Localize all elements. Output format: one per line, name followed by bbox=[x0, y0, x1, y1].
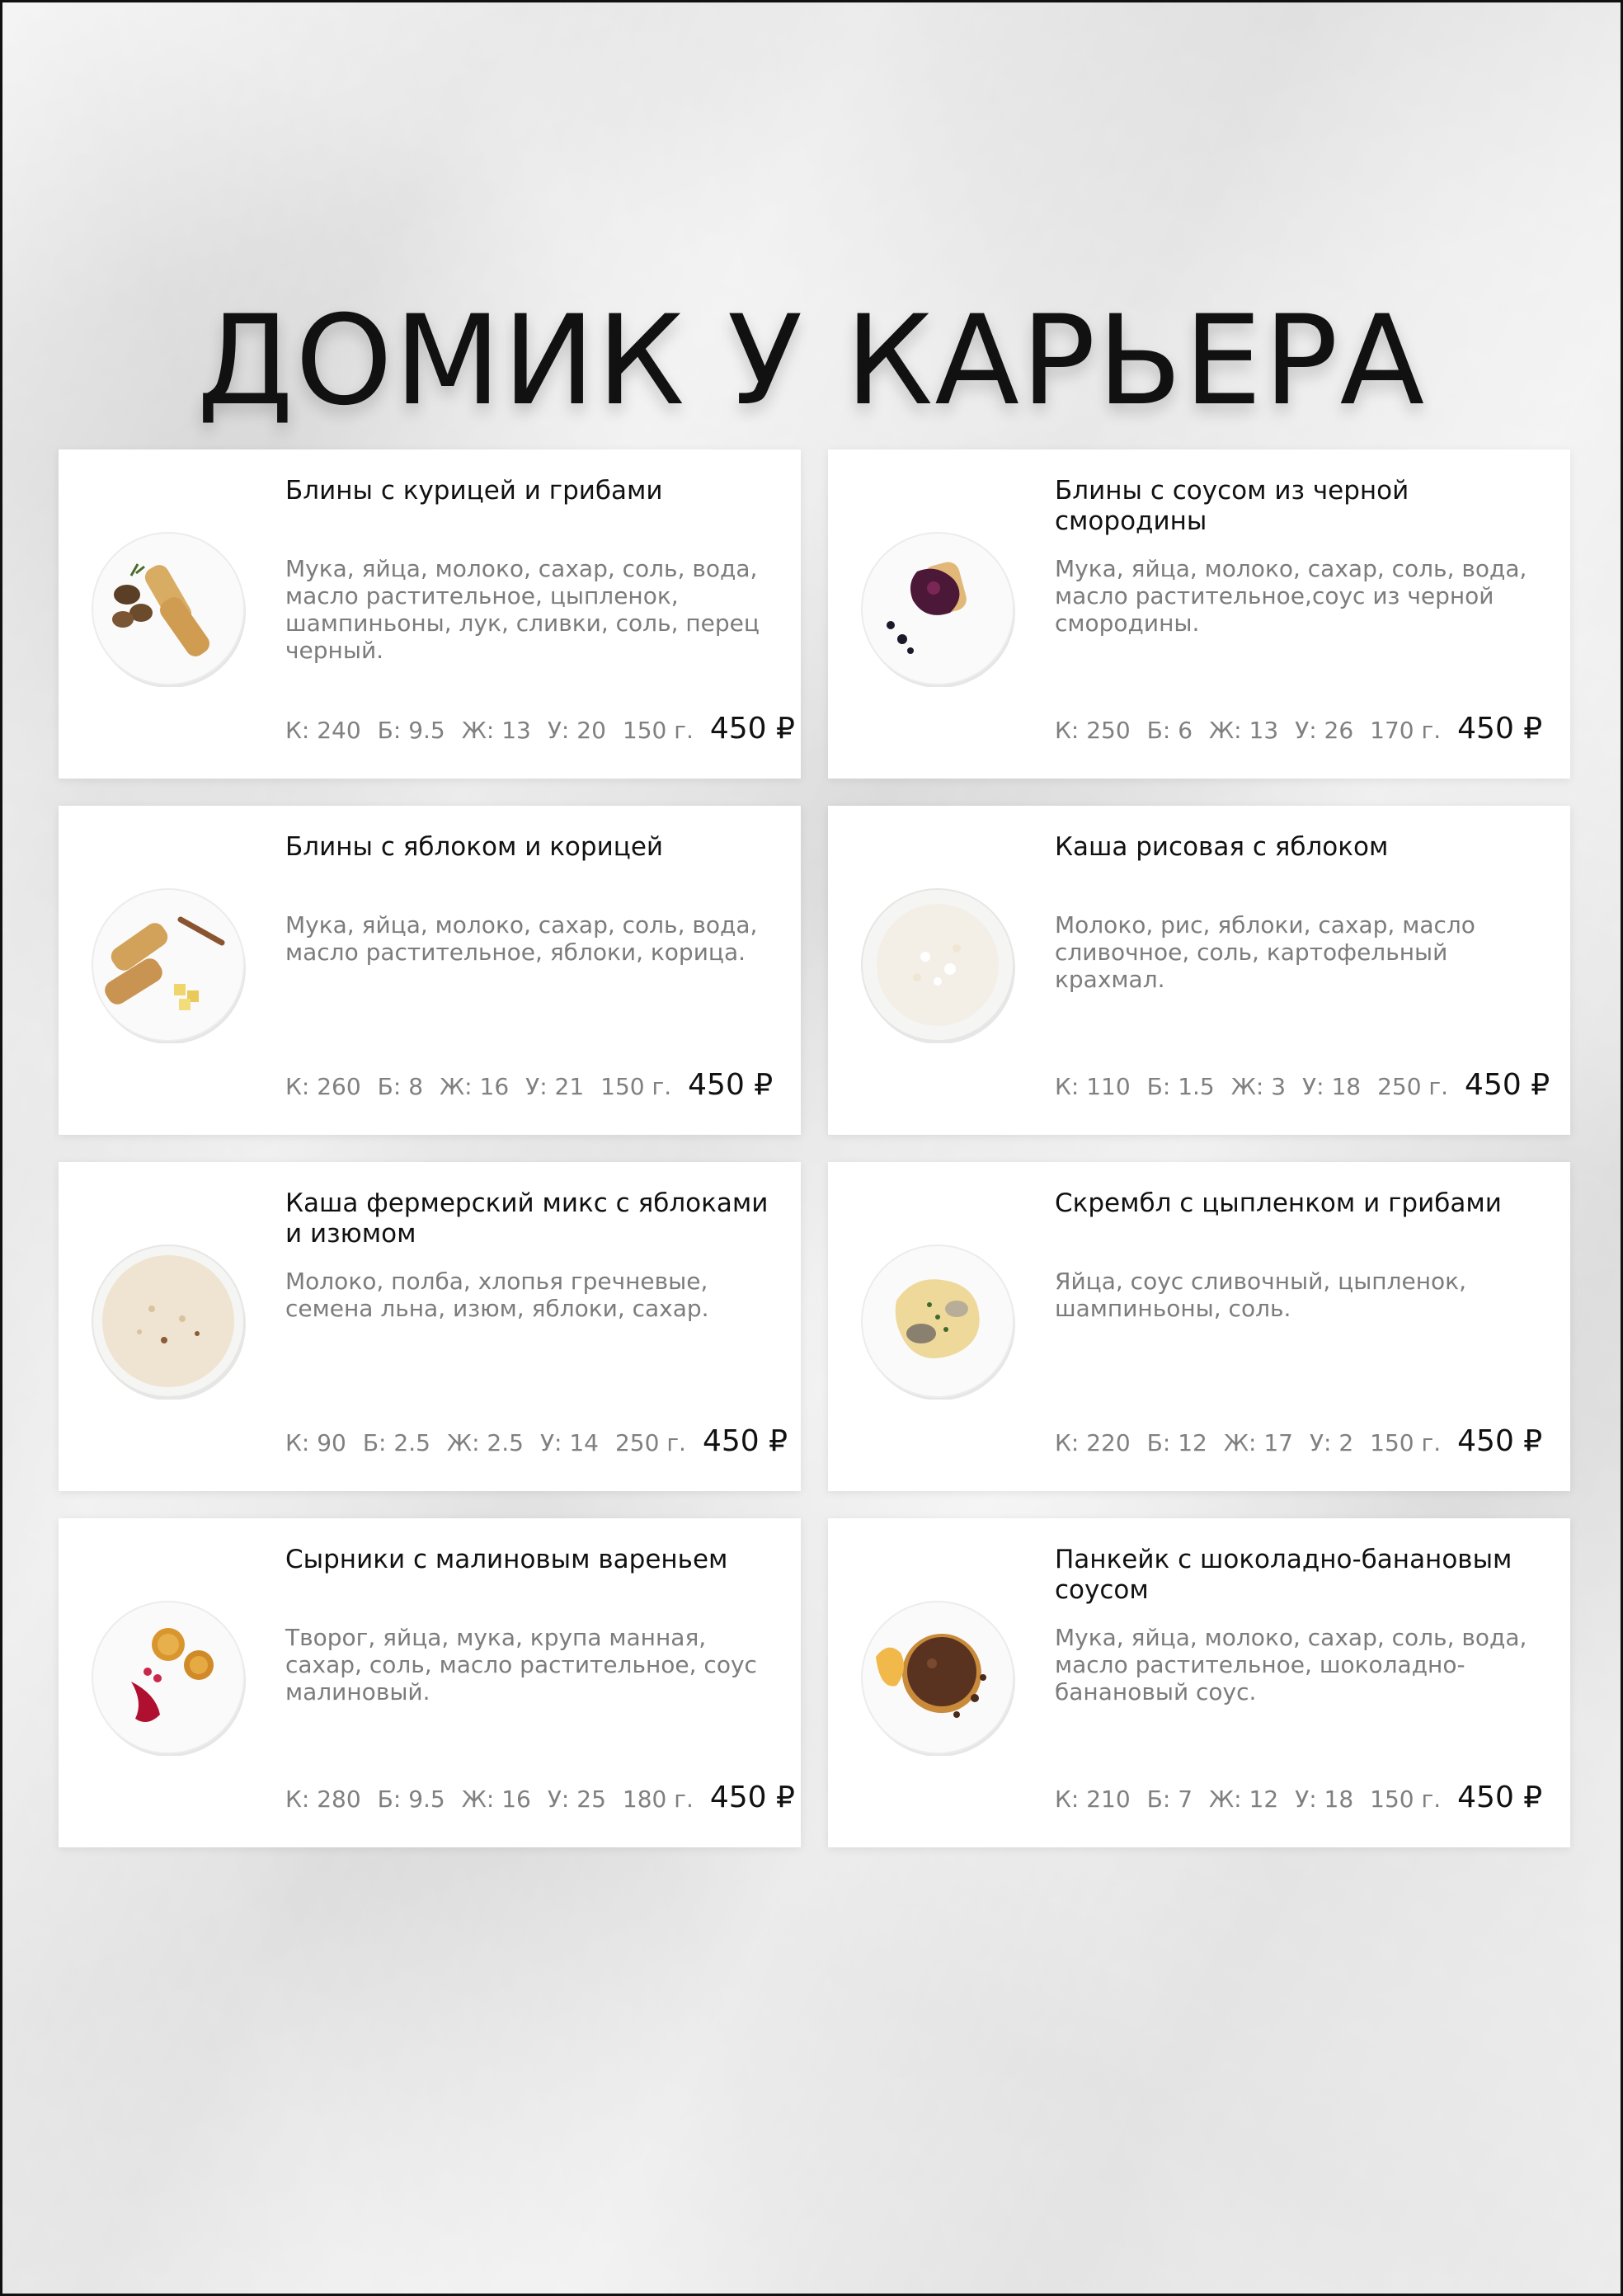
price: 450 ₽ bbox=[1457, 1781, 1543, 1814]
carbs: У: 18 bbox=[1302, 1073, 1362, 1100]
price: 450 ₽ bbox=[709, 712, 795, 746]
dish-ingredients: Молоко, рис, яблоки, сахар, масло сливочное, соль, картофельный крахмал. bbox=[1055, 911, 1475, 993]
dish-ingredients: Мука, яйца, молоко, сахар, соль, вода, масло растительное, цыпленок, шампиньоны, лук, сливки, соль, перец черный. bbox=[285, 555, 760, 664]
dish-ingredients: Мука, яйца, молоко, сахар, соль, вода, масло растительное, шоколадно-банановый соус. bbox=[1055, 1624, 1527, 1706]
weight: 250 г. bbox=[614, 1429, 686, 1456]
protein: Б: 12 bbox=[1146, 1429, 1207, 1456]
carbs: У: 25 bbox=[547, 1786, 606, 1813]
dish-ingredients: Мука, яйца, молоко, сахар, соль, вода, масло растительное,соус из черной смородины. bbox=[1055, 555, 1527, 637]
fat: Ж: 13 bbox=[1209, 717, 1279, 744]
calories: К: 240 bbox=[285, 717, 361, 744]
pancake-chocolate-icon bbox=[859, 1599, 1016, 1756]
carbs: У: 2 bbox=[1309, 1429, 1354, 1456]
menu-item-card bbox=[828, 806, 1570, 1135]
price: 450 ₽ bbox=[1457, 712, 1543, 746]
menu-grid bbox=[59, 449, 1569, 1847]
farmer-porridge-icon bbox=[90, 1243, 247, 1400]
carbs: У: 21 bbox=[525, 1073, 585, 1100]
pancakes-currant-icon bbox=[859, 530, 1016, 687]
protein: Б: 7 bbox=[1146, 1786, 1193, 1813]
nutrition-row bbox=[285, 1781, 795, 1814]
fat: Ж: 17 bbox=[1223, 1429, 1293, 1456]
price: 450 ₽ bbox=[702, 1424, 788, 1458]
dish-ingredients: Творог, яйца, мука, крупа манная, сахар, соль, масло растительное, соус малиновый. bbox=[285, 1624, 757, 1706]
protein: Б: 9.5 bbox=[377, 717, 445, 744]
price: 450 ₽ bbox=[688, 1068, 774, 1102]
dish-name: Блины с курицей и грибами bbox=[285, 476, 663, 506]
weight: 150 г. bbox=[622, 717, 694, 744]
menu-item-card bbox=[828, 449, 1570, 779]
calories: К: 110 bbox=[1055, 1073, 1131, 1100]
calories: К: 220 bbox=[1055, 1429, 1131, 1456]
scramble-icon bbox=[859, 1243, 1016, 1400]
nutrition-row bbox=[285, 712, 795, 746]
page-title: ДОМИК У КАРЬЕРА bbox=[196, 289, 1427, 433]
protein: Б: 8 bbox=[377, 1073, 424, 1100]
pancakes-apple-icon bbox=[90, 887, 247, 1043]
protein: Б: 2.5 bbox=[362, 1429, 430, 1456]
fat: Ж: 12 bbox=[1209, 1786, 1279, 1813]
nutrition-row bbox=[1055, 1781, 1541, 1814]
calories: К: 260 bbox=[285, 1073, 361, 1100]
dish-name: Блины с яблоком и корицей bbox=[285, 832, 664, 862]
menu-item-card bbox=[59, 806, 801, 1135]
dish-name: Скрембл с цыпленком и грибами bbox=[1055, 1188, 1502, 1218]
nutrition-row bbox=[1055, 1068, 1550, 1102]
nutrition-row bbox=[285, 1068, 774, 1102]
dish-ingredients: Молоко, полба, хлопья гречневые, семена льна, изюм, яблоки, сахар. bbox=[285, 1268, 709, 1322]
weight: 150 г. bbox=[1370, 1429, 1442, 1456]
weight: 150 г. bbox=[1370, 1786, 1442, 1813]
price: 450 ₽ bbox=[1465, 1068, 1550, 1102]
rice-porridge-icon bbox=[859, 887, 1016, 1043]
fat: Ж: 3 bbox=[1230, 1073, 1287, 1100]
syrniki-icon bbox=[90, 1599, 247, 1756]
protein: Б: 9.5 bbox=[377, 1786, 445, 1813]
calories: К: 250 bbox=[1055, 717, 1131, 744]
dish-name: Сырники с малиновым вареньем bbox=[285, 1545, 728, 1574]
nutrition-row bbox=[285, 1424, 788, 1458]
carbs: У: 20 bbox=[547, 717, 606, 744]
carbs: У: 14 bbox=[539, 1429, 599, 1456]
dish-ingredients: Мука, яйца, молоко, сахар, соль, вода, масло растительное, яблоки, корица. bbox=[285, 911, 758, 966]
dish-name: Блины с соусом из черной смородины bbox=[1055, 476, 1409, 536]
fat: Ж: 13 bbox=[461, 717, 531, 744]
carbs: У: 18 bbox=[1295, 1786, 1354, 1813]
dish-name: Каша рисовая с яблоком bbox=[1055, 832, 1389, 862]
dish-name: Каша фермерский микс с яблоками и изюмом bbox=[285, 1188, 769, 1249]
menu-item-card bbox=[828, 1518, 1570, 1847]
menu-item-card bbox=[828, 1162, 1570, 1491]
fat: Ж: 16 bbox=[461, 1786, 531, 1813]
menu-item-card bbox=[59, 449, 801, 779]
price: 450 ₽ bbox=[1457, 1424, 1543, 1458]
weight: 180 г. bbox=[622, 1786, 694, 1813]
weight: 150 г. bbox=[600, 1073, 672, 1100]
carbs: У: 26 bbox=[1295, 717, 1354, 744]
pancakes-mushrooms-icon bbox=[90, 530, 247, 687]
dish-ingredients: Яйца, соус сливочный, цыпленок, шампиньоны, соль. bbox=[1055, 1268, 1466, 1322]
menu-item-card bbox=[59, 1518, 801, 1847]
weight: 250 г. bbox=[1377, 1073, 1449, 1100]
calories: К: 90 bbox=[285, 1429, 346, 1456]
nutrition-row bbox=[1055, 712, 1541, 746]
menu-item-card bbox=[59, 1162, 801, 1491]
calories: К: 210 bbox=[1055, 1786, 1131, 1813]
calories: К: 280 bbox=[285, 1786, 361, 1813]
price: 450 ₽ bbox=[709, 1781, 795, 1814]
fat: Ж: 2.5 bbox=[446, 1429, 524, 1456]
nutrition-row bbox=[1055, 1424, 1541, 1458]
protein: Б: 1.5 bbox=[1146, 1073, 1215, 1100]
fat: Ж: 16 bbox=[440, 1073, 510, 1100]
dish-name: Панкейк с шоколадно-банановым соусом bbox=[1055, 1545, 1512, 1605]
weight: 170 г. bbox=[1370, 717, 1442, 744]
protein: Б: 6 bbox=[1146, 717, 1193, 744]
